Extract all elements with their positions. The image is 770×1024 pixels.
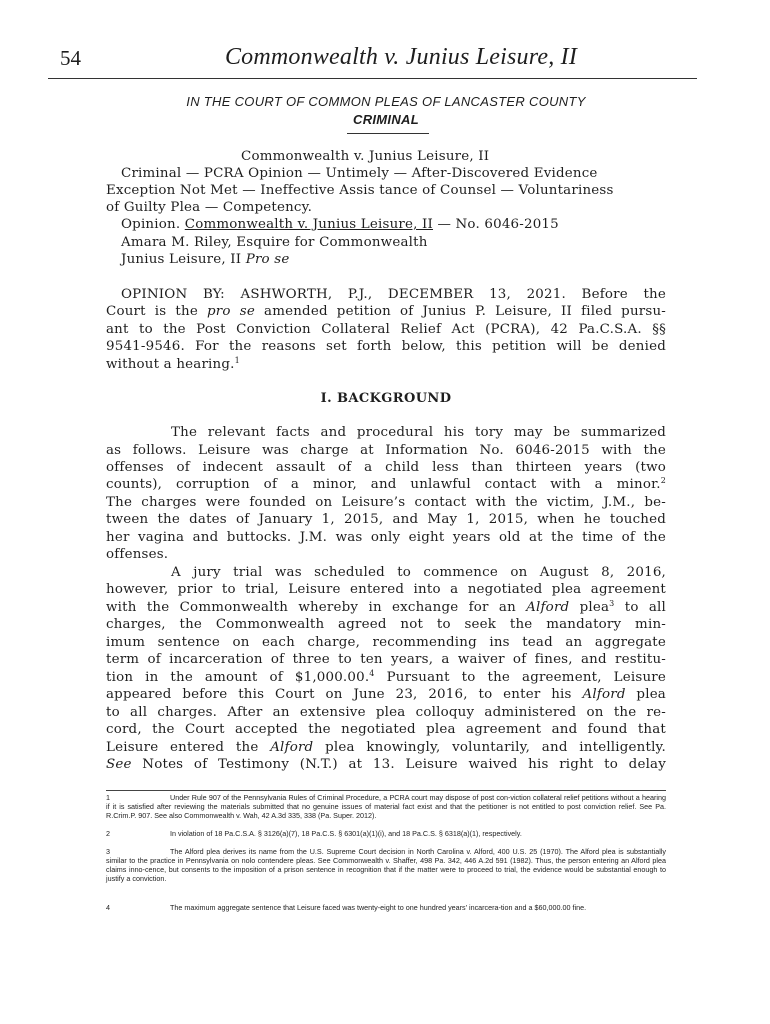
- footnote-rule: [106, 790, 666, 791]
- text-run: tion in the amount of $1,000.00.: [106, 670, 370, 685]
- text-run: Court is the: [106, 304, 208, 319]
- paragraph-line: offenses.: [106, 547, 169, 562]
- text-run: with the Commonwealth whereby in exchange for an: [106, 600, 527, 615]
- text-run: without a hearing.: [106, 357, 235, 372]
- paragraph-line: as follows. Leisure was charge at Information No. 6046-2015 with the: [106, 443, 666, 458]
- footnote-text: The Alford plea derives its name from the U.S. Supreme Court decision in North Carolina v. Alford, 400 U.S. 25 (1970). The Alford plea is substantially similar to the practice in Pennsylvania on nolo contendere pleas. See Commonwealth v. Shaffer, 498 Pa. 342, 446 A.2d 591 (1982). Thus, the person entering an Alford plea claims inno-cence, but consents to the imposition of a prison sentence in recognition that if the matter were to proceed to trial, the evidence would be substantial enough to justify a conviction.: [106, 847, 666, 884]
- paragraph-line: The charges were founded on Leisure’s contact with the victim, J.M., be-: [106, 495, 666, 510]
- intro-line: [106, 304, 666, 319]
- intro-line: 9541-9546. For the reasons set forth below, this petition will be denied: [106, 339, 666, 354]
- text-run: Pursuant to the agreement, Leisure: [374, 670, 666, 685]
- text-run: plea knowingly, voluntarily, and intelligently.: [313, 740, 666, 755]
- text-run: plea: [569, 600, 610, 615]
- headnote-line: of Guilty Plea — Competency.: [106, 200, 313, 215]
- court-division: CRIMINAL: [353, 112, 419, 127]
- division-rule: [347, 133, 429, 134]
- page-number: 54: [60, 46, 81, 70]
- text-run: to all: [614, 600, 666, 615]
- defendant-name: Junius Leisure, II: [121, 252, 246, 267]
- paragraph-line: [106, 740, 666, 755]
- docket-number: — No. 6046-2015: [433, 217, 559, 232]
- paragraph-line: [106, 477, 666, 492]
- paragraph-line: The relevant facts and procedural his tory may be summarized: [171, 425, 666, 440]
- paragraph-line: imum sentence on each charge, recommending ins tead an aggregate: [106, 635, 666, 650]
- intro-line: [106, 357, 666, 372]
- counsel-line: Amara M. Riley, Esquire for Commonwealth: [121, 235, 428, 250]
- text-run: amended petition of Junius P. Leisure, II filed pursu-: [254, 304, 666, 319]
- paragraph-line: [106, 687, 666, 702]
- opinion-citation: [121, 217, 559, 232]
- paragraph-line: A jury trial was scheduled to commence on August 8, 2016,: [171, 565, 666, 580]
- paragraph-line: [106, 670, 666, 685]
- footnote-ref: 2: [660, 476, 666, 485]
- footnote-ref: 3: [609, 599, 615, 608]
- footnote-ref: 1: [234, 356, 240, 365]
- footnote-number: 4: [106, 903, 110, 912]
- running-title: Commonwealth v. Junius Leisure, II: [224, 44, 578, 70]
- pro-se-line: [121, 252, 289, 267]
- case-title: Commonwealth v. Junius Leisure, II: [241, 149, 490, 164]
- intro-line: ant to the Post Conviction Collateral Relief Act (PCRA), 42 Pa.C.S.A. §§: [106, 322, 666, 337]
- footnote: [106, 793, 666, 820]
- pro-se-label: Pro se: [245, 252, 290, 267]
- paragraph-line: tween the dates of January 1, 2015, and May 1, 2015, when he touched: [106, 512, 666, 527]
- text-run: Alford: [582, 687, 626, 702]
- court-name: IN THE COURT OF COMMON PLEAS OF LANCASTER COUNTY: [186, 94, 586, 109]
- footnote-number: 3: [106, 847, 110, 856]
- headnote-line: Criminal — PCRA Opinion — Untimely — After-Discovered Evidence: [121, 166, 598, 181]
- headnote-line: Exception Not Met — Ineffective Assis tance of Counsel — Voluntariness: [106, 183, 614, 198]
- footnote: [106, 903, 666, 912]
- text-run: Notes of Testimony (N.T.) at 13. Leisure waived his right to delay: [131, 757, 666, 772]
- paragraph-line: term of incarceration of three to ten years, a waiver of fines, and restitu-: [106, 652, 666, 667]
- text-run: plea: [625, 687, 666, 702]
- footnote-number: 1: [106, 793, 110, 802]
- paragraph-line: charges, the Commonwealth agreed not to seek the mandatory min-: [106, 617, 666, 632]
- paragraph-line: however, prior to trial, Leisure entered into a negotiated plea agreement: [106, 582, 666, 597]
- section-heading: I. BACKGROUND: [320, 391, 452, 406]
- paragraph-line: cord, the Court accepted the negotiated plea agreement and found that: [106, 722, 666, 737]
- footnote-text: Under Rule 907 of the Pennsylvania Rules of Criminal Procedure, a PCRA court may dispose of post con-viction collateral relief petitions without a hearing if it is satisfied after reviewing the materials submitted that no genuine issues of material fact exist and that the petitioner is not entitled to post conviction relief. See Pa. R.Crim.P. 907. See also Commonwealth v. Wah, 42 A.3d 335, 338 (Pa. Super. 2012).: [106, 793, 666, 821]
- footnote-text: In violation of 18 Pa.C.S.A. § 3126(a)(7), 18 Pa.C.S. § 6301(a)(1)(i), and 18 Pa.C.S. § 6318(a)(1), respectively.: [170, 829, 522, 838]
- intro-line: OPINION BY: ASHWORTH, P.J., DECEMBER 13, 2021. Before the: [121, 287, 666, 302]
- text-run: Alford: [270, 740, 314, 755]
- paragraph-line: offenses of indecent assault of a child less than thirteen years (two: [106, 460, 666, 475]
- paragraph-line: [106, 757, 666, 772]
- header-rule: [48, 78, 697, 79]
- text-run: See: [106, 757, 132, 772]
- text-run: Leisure entered the: [106, 740, 271, 755]
- opinion-prefix: Opinion.: [121, 217, 185, 232]
- page-header: [60, 44, 696, 76]
- footnote-ref: 4: [369, 669, 375, 678]
- paragraph-line: to all charges. After an extensive plea colloquy administered on the re-: [106, 705, 666, 720]
- footnote: [106, 847, 666, 883]
- text-run: pro se: [207, 304, 255, 319]
- footnote-text: The maximum aggregate sentence that Leisure faced was twenty-eight to one hundred years’ incarcera-tion and a $60,000.00 fine.: [170, 903, 587, 912]
- text-run: appeared before this Court on June 23, 2016, to enter his: [106, 687, 583, 702]
- footnote-number: 2: [106, 829, 110, 838]
- paragraph-line: her vagina and buttocks. J.M. was only eight years old at the time of the: [106, 530, 666, 545]
- footnote: [106, 829, 666, 838]
- opinion-case-name: Commonwealth v. Junius Leisure, II: [184, 217, 434, 232]
- text-run: counts), corruption of a minor, and unlawful contact with a minor.: [106, 477, 661, 492]
- text-run: Alford: [526, 600, 570, 615]
- paragraph-line: [106, 600, 666, 615]
